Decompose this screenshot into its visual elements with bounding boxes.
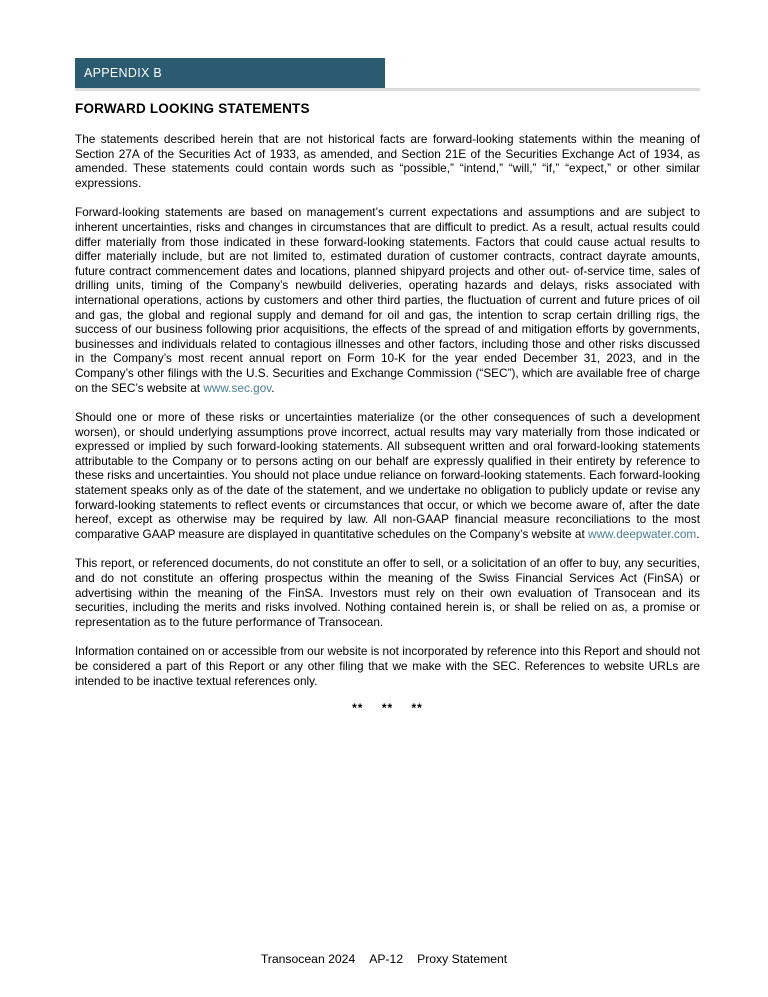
section-separator (75, 701, 700, 715)
footer-doc-type: Proxy Statement (417, 952, 508, 966)
footer-company: Transocean 2024 (260, 952, 356, 966)
appendix-banner-label: APPENDIX B (84, 66, 163, 80)
paragraph-no-offer-text: This report, or referenced documents, do not constitute an offer to sell, or a solicitation of an offer to buy, any securities, and do not constitute an offering prospectus within the meaning of the Swiss Financial Services Act (FinSA) or advertising within the meaning of the FinSA. Investors must rely on their own evaluation of Transocean and its securities, including the merits and risks involved. Nothing contained herein is, or shall be relied on as, a promise or representation as to the future performance of Transocean. (75, 556, 700, 629)
separator-asterisks-2: ** (381, 701, 394, 716)
appendix-banner (75, 58, 385, 88)
separator-asterisks-1: ** (352, 701, 364, 716)
separator-asterisks-3: ** (411, 701, 423, 716)
paragraph-risk-factors-text: Forward-looking statements are based on management’s current expectations and assumptions and are subject to inherent uncertainties, risks and changes in circumstances that are difficult to predict. As a result, actual results could differ materially from those indicated in these forward-looking statements. Factors that could cause actual results to differ materially include, but are not limited to, estimated duration of customer contracts, contract dayrate amounts, future contract commencement dates and locations, planned shipyard projects and other out- of-service time, sales of drilling units, timing of the Company’s newbuild deliveries, operating hazards and delays, risks associated with international operations, actions by customers and other third parties, the fluctuation of current and future prices of oil and gas, the global and regional supply and demand for oil and gas, the intention to scrap certain drilling rigs, the success of our business following prior acquisitions, the effects of the spread of and mitigation efforts by governments, businesses and individuals related to contagious illnesses and other factors, including those and other risks discussed in the Company’s most recent annual report on Form 10-K for the year ended December 31, 2023, and in the Company’s other filings with the U.S. Securities and Exchange Commission (“SEC”), which are available free of charge on the SEC’s website at (75, 205, 700, 395)
paragraph-no-reliance-text: Should one or more of these risks or uncertainties materialize (or the other consequences of such a development worsen), or should underlying assumptions prove incorrect, actual results may vary materially from those indicated or expressed or implied by such forward-looking statements. All subsequent written and oral forward-looking statements attributable to the Company or to persons acting on our behalf are expressly qualified in their entirety by reference to these risks and uncertainties. You should not place undue reliance on forward-looking statements. Each forward-looking statement speaks only as of the date of the statement, and we undertake no obligation to publicly update or revise any forward-looking statements to reflect events or circumstances that occur, or which we become aware of, after the date hereof, except as otherwise may be required by law. All non-GAAP financial measure reconciliations to the most comparative GAAP measure are displayed in quantitative schedules on the Company’s website at (75, 410, 700, 541)
footer-page-number: AP-12 (369, 952, 404, 966)
paragraph-risk-factors-end: . (271, 380, 275, 395)
appendix-header-row (75, 58, 700, 88)
paragraph-no-offer (75, 556, 700, 629)
page-footer (0, 952, 768, 966)
paragraph-risk-factors (75, 205, 700, 395)
page-title: FORWARD LOOKING STATEMENTS (75, 101, 310, 116)
deepwater-website-link[interactable]: www.deepwater.com (588, 526, 697, 541)
content-column (75, 58, 700, 715)
paragraph-website-disclaimer-text: Information contained on or accessible from our website is not incorporated by reference into this Report and should not be considered a part of this Report or any other filing that we make with the SEC. References to website URLs are intended to be inactive textual references only. (75, 644, 700, 688)
paragraph-intro (75, 132, 700, 190)
sec-website-link[interactable]: www.sec.gov (203, 380, 272, 395)
paragraph-intro-text: The statements described herein that are not historical facts are forward-looking statements within the meaning of Section 27A of the Securities Act of 1933, as amended, and Section 21E of the Securities Exchange Act of 1934, as amended. These statements could contain words such as “possible,” “intend,” “will,” “if,” “expect,” or other similar expressions. (75, 132, 700, 190)
header-rule (75, 88, 700, 91)
paragraph-no-reliance (75, 410, 700, 541)
paragraph-no-reliance-end: . (696, 526, 700, 541)
paragraph-website-disclaimer (75, 644, 700, 688)
